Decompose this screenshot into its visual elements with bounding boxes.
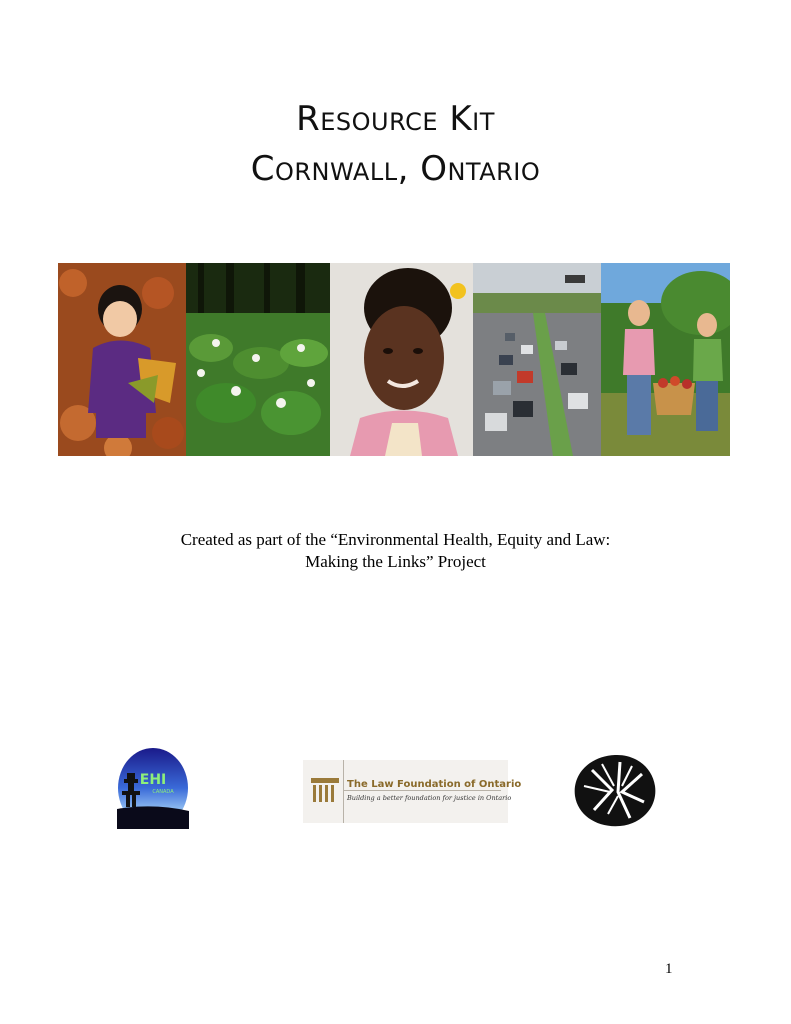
ehi-logo-subtext: CANADA [152,789,174,795]
photo-strip [58,263,730,456]
children-apple-basket-photo [601,263,730,456]
smiling-girl-photo [330,263,473,456]
law-foundation-logo [303,760,522,823]
lfo-name: The Law Foundation of Ontario [347,779,522,790]
lfo-divider [343,760,344,823]
child-autumn-leaves-photo [58,263,186,456]
leaf-logo [572,752,658,828]
caption-line2: Making the Links” Project [305,552,486,571]
caption [0,529,791,573]
lfo-rule [343,790,501,791]
ehi-logo-text: EHI [139,772,167,788]
forest-trilliums-photo [186,263,330,456]
ehi-canada-logo [117,747,189,829]
lfo-tagline: Building a better foundation for justice in Ontario [347,794,512,802]
page-number: 1 [665,961,673,977]
page-title-line2: Cornwall, Ontario [250,149,541,189]
lfo-emblem-icon [311,778,339,804]
highway-traffic-photo [473,263,601,456]
caption-line1: Created as part of the “Environmental Health, Equity and Law: [180,530,611,549]
page-title-line1: Resource Kit [296,99,495,139]
